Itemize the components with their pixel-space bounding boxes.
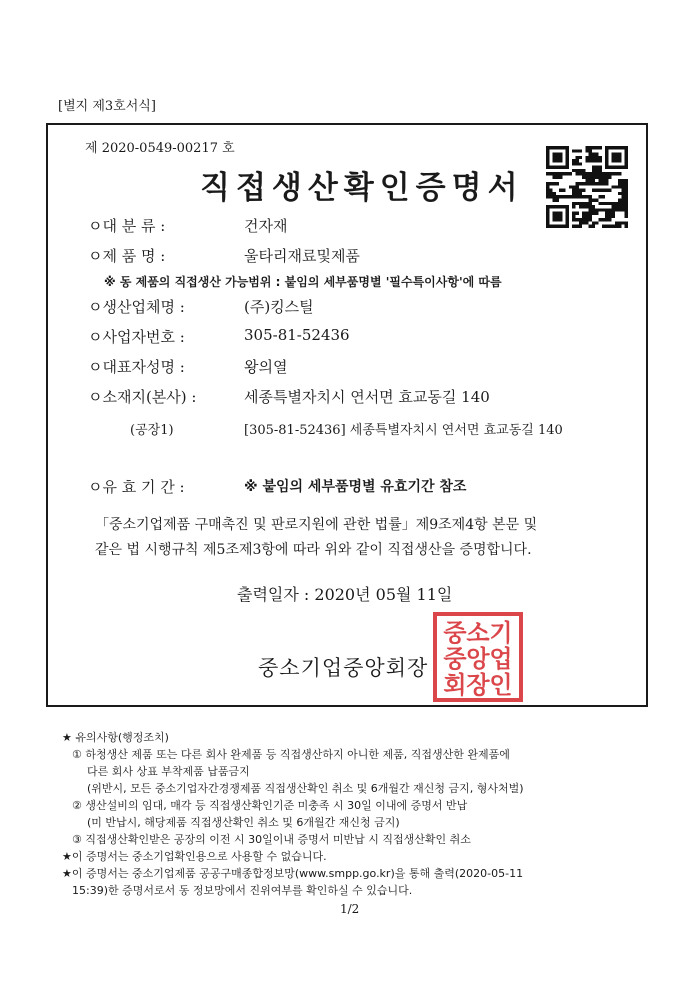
note-1-cont: 다른 회사 상표 부착제품 납품금지 [87, 765, 250, 778]
field-label-business-number: ㅇ사업자번호 : [88, 328, 185, 346]
scope-note: ※ 동 제품의 직접생산 가능범위 : 붙임의 세부품명별 '필수특이사항'에 따름 [104, 275, 502, 289]
page-number: 1/2 [340, 902, 360, 916]
field-label-validity: ㅇ유 효 기 간 : [88, 478, 185, 496]
official-seal-icon [432, 611, 524, 703]
svg-text:중: 중 [443, 618, 467, 647]
field-label-category: ㅇ대 분 류 : [88, 217, 166, 235]
field-value-business-number: 305-81-52436 [244, 326, 350, 344]
field-value-representative: 왕의열 [244, 358, 288, 376]
factory-label: (공장1) [130, 423, 174, 438]
note-1-penalty: (위반시, 모든 중소기업자간경쟁제품 직접생산확인 취소 및 6개월간 재신청 금지, 형사처벌) [87, 782, 524, 795]
certificate-title: 직접생산확인증명서 [200, 170, 524, 206]
field-value-address: 세종특별자치시 연서면 효교동길 140 [244, 388, 490, 406]
svg-text:중: 중 [443, 644, 467, 673]
svg-text:인: 인 [489, 670, 513, 699]
factory-value: [305-81-52436] 세종특별자치시 연서면 효교동길 140 [244, 423, 563, 438]
statement-line-1: 「중소기업제품 구매촉진 및 판로지원에 관한 법률」제9조제4항 본문 및 [95, 517, 538, 533]
note-3: ③ 직접생산확인받은 공장의 이전 시 30일이내 증명서 미반납 시 직접생산확인 취소 [72, 833, 471, 846]
field-value-company: (주)킹스틸 [244, 298, 314, 316]
note-verify: ★이 증명서는 중소기업제품 공공구매종합정보망(www.smpp.go.kr)을 통해 출력(2020-05-11 [62, 867, 524, 880]
issuer-name: 중소기업중앙회장 [258, 656, 429, 680]
field-label-product: ㅇ제 품 명 : [88, 247, 166, 265]
note-verify-cont: 15:39)한 증명서로서 동 정보망에서 진위여부를 확인하실 수 있습니다. [72, 884, 413, 897]
svg-text:업: 업 [489, 644, 513, 673]
statement-line-2: 같은 법 시행규칙 제5조제3항에 따라 위와 같이 직접생산을 증명합니다. [95, 542, 532, 558]
field-value-category: 건자재 [244, 217, 288, 235]
field-label-address: ㅇ소재지(본사) : [88, 388, 197, 406]
field-value-validity: ※ 붙임의 세부품명별 유효기간 참조 [244, 479, 467, 495]
note-usage: ★이 증명서는 중소기업확인용으로 사용할 수 없습니다. [62, 850, 327, 863]
svg-text:앙: 앙 [466, 644, 490, 673]
field-label-company: ㅇ생산업체명 : [88, 298, 185, 316]
svg-text:소: 소 [466, 618, 490, 647]
certificate-number: 제 2020-0549-00217 호 [85, 141, 235, 156]
note-2: ② 생산설비의 임대, 매각 등 직접생산확인기준 미충족 시 30일 이내에 증명서 반납 [72, 799, 468, 812]
field-value-product: 울타리재료및제품 [244, 247, 360, 265]
form-tag: [별지 제3호서식] [58, 99, 156, 114]
svg-text:회: 회 [443, 670, 467, 699]
svg-text:장: 장 [466, 670, 490, 699]
note-1: ① 하청생산 제품 또는 다른 회사 완제품 등 직접생산하지 아니한 제품, 직접생산한 완제품에 [72, 748, 510, 761]
note-2-penalty: (미 반납시, 해당제품 직접생산확인 취소 및 6개월간 재신청 금지) [87, 816, 400, 829]
issue-date: 출력일자 : 2020년 05월 11일 [237, 585, 453, 604]
field-label-representative: ㅇ대표자성명 : [88, 358, 185, 376]
notes-heading: ★ 유의사항(행정조치) [62, 731, 169, 744]
svg-text:기: 기 [489, 618, 513, 647]
qr-code-icon [546, 146, 628, 228]
